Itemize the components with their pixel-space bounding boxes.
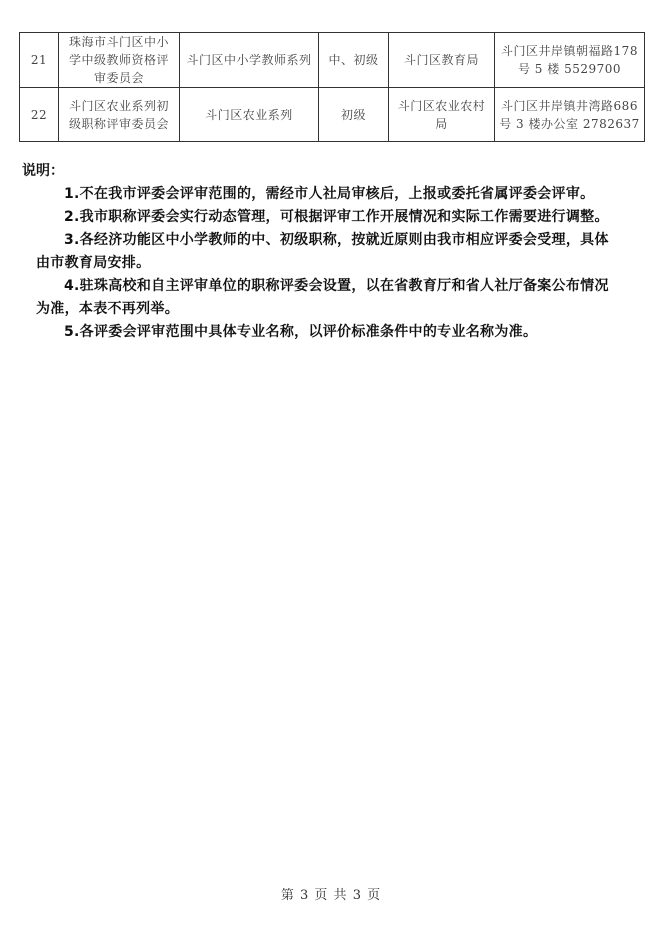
committee-table	[19, 32, 645, 142]
note-item: 4.驻珠高校和自主评审单位的职称评委会设置，以在省教育厅和省人社厅备案公布情况为准，本表不再列举。	[36, 278, 609, 317]
note-item: 2.我市职称评委会实行动态管理，可根据评审工作开展情况和实际工作需要进行调整。	[64, 209, 609, 225]
page-number: 第 3 页 共 3 页	[280, 888, 382, 903]
review-series: 斗门区中小学教师系列	[180, 33, 319, 88]
note-item: 1.不在我市评委会评审范围的，需经市人社局审核后，上报或委托省属评委会评审。	[64, 186, 595, 202]
note-item: 5.各评委会评审范围中具体专业名称，以评价标准条件中的专业名称为准。	[64, 324, 538, 340]
review-series: 斗门区农业系列	[180, 88, 319, 142]
row-number: 22	[20, 88, 59, 142]
review-level: 中、初级	[319, 33, 389, 88]
table-row	[20, 88, 645, 142]
row-number: 21	[20, 33, 59, 88]
managing-department: 斗门区教育局	[389, 33, 495, 88]
address-phone: 斗门区井岸镇朝福路178号 5 楼 5529700	[495, 33, 645, 88]
review-level: 初级	[319, 88, 389, 142]
committee-name: 斗门区农业系列初级职称评审委员会	[59, 88, 180, 142]
note-item: 3.各经济功能区中小学教师的中、初级职称，按就近原则由我市相应评委会受理，具体由市教育局安排。	[36, 232, 609, 271]
table-row	[20, 33, 645, 88]
managing-department: 斗门区农业农村局	[389, 88, 495, 142]
notes-section	[22, 160, 622, 344]
notes-title: 说明：	[22, 163, 64, 179]
address-phone: 斗门区井岸镇井湾路686号 3 楼办公室 2782637	[495, 88, 645, 142]
committee-name: 珠海市斗门区中小学中级教师资格评审委员会	[59, 33, 180, 88]
